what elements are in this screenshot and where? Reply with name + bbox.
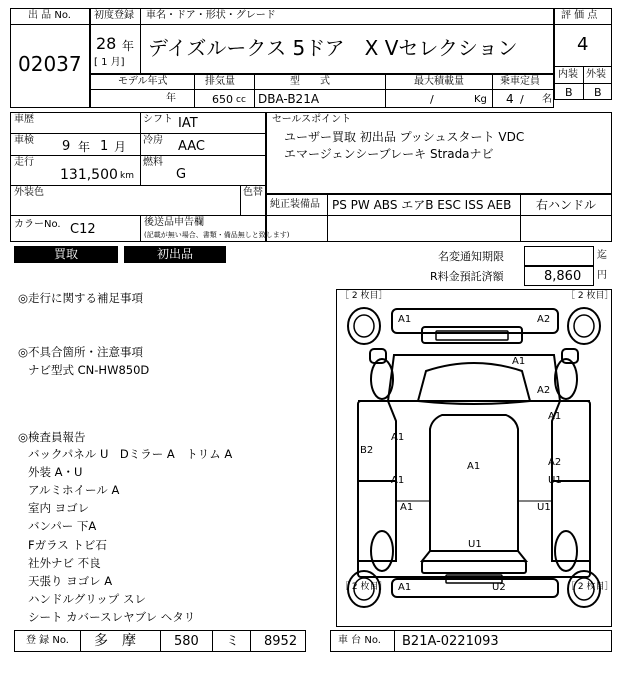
damage-mark: A2 (537, 385, 551, 396)
first-reg-label: 初度登録 (94, 10, 134, 21)
buyback-badge: 買取 (14, 246, 118, 263)
plate-area: 多 摩 (94, 633, 136, 649)
first-listing-badge: 初出品 (124, 246, 226, 263)
color-change-label: 色替 (243, 187, 263, 198)
interior-grade: B (565, 86, 573, 99)
sales-point-label: セールスポイント (272, 114, 352, 125)
eval-label: 評 価 点 (561, 10, 598, 21)
mileage-value: 131,500 (60, 167, 118, 183)
cooler-label: 冷房 (143, 135, 163, 146)
name-label: 車名・ドア・形状・グレード (146, 10, 276, 21)
mileage-label: 走行 (14, 157, 34, 168)
displacement-unit: cc (236, 95, 246, 105)
damage-mark: U1 (537, 502, 551, 513)
displacement-label: 排気量 (205, 76, 235, 87)
fuel-label: 燃料 (143, 157, 163, 168)
report-line: ハンドルグリップ スレ (28, 592, 146, 606)
exterior-label: 外装 (586, 69, 606, 80)
recycle-label: R料金預託済額 (430, 270, 504, 283)
model-year-unit: 年 (166, 93, 176, 104)
title-deadline-unit: 迄 (597, 250, 607, 261)
model-year-label: モデル年式 (118, 76, 168, 87)
inspection-year-unit: 年 (78, 140, 91, 154)
door-count-rear: ［ 2 枚目］ (340, 582, 388, 592)
sales-point-line-2: エマージェンシーブレーキ Stradaナビ (284, 147, 494, 161)
max-load-label: 最大積載量 (414, 76, 464, 87)
inspection-year: 9 (62, 139, 71, 154)
chassis-label: 車 台 No. (338, 635, 381, 646)
damage-mark: A1 (512, 356, 526, 367)
report-line: アルミホイール A (28, 483, 120, 497)
defects-line: ナビ型式 CN-HW850D (28, 363, 150, 377)
damage-mark: U1 (468, 539, 482, 550)
recycle-unit: 円 (597, 270, 607, 281)
exterior-grade: B (594, 86, 602, 99)
capacity-value: 4 (506, 92, 514, 106)
ext-color-label: 外装色 (14, 187, 44, 198)
damage-mark: A1 (400, 502, 414, 513)
handle-value: 右ハンドル (536, 198, 597, 212)
damage-mark: U2 (492, 582, 506, 593)
report-line: 天張り ヨゴレ A (28, 574, 113, 588)
inspection-month-unit: 月 (114, 140, 127, 154)
type-label: 型 式 (290, 76, 330, 87)
report-line: 室内 ヨゴレ (28, 501, 90, 515)
inspection-label: 車検 (14, 135, 34, 146)
damage-mark: A1 (391, 432, 405, 443)
history-label: 車歴 (14, 114, 34, 125)
car-name: デイズルークス 5ドア X Vセレクション (148, 36, 518, 60)
shift-value: IAT (178, 116, 198, 131)
damage-mark: A1 (391, 475, 405, 486)
equipment-label: 純正装備品 (270, 199, 320, 210)
driving-notes-heading: ◎走行に関する補足事項 (18, 291, 144, 305)
damage-mark: U1 (548, 475, 562, 486)
first-reg-month: [ 1 月] (94, 57, 125, 68)
plate-class: 580 (174, 634, 199, 649)
damage-mark: A2 (548, 457, 562, 468)
report-line: バックパネル U Dミラー A トリム A (28, 447, 233, 461)
damage-mark: A1 (398, 314, 412, 325)
eval-score: 4 (577, 34, 589, 55)
fuel-value: G (176, 167, 187, 182)
damage-mark: A1 (548, 411, 562, 422)
capacity-slash: / (520, 93, 524, 106)
first-reg-year: 28 (96, 34, 117, 53)
mileage-unit: km (120, 171, 134, 181)
door-count-rear-right: ［ 2 枚目］ (566, 582, 614, 592)
inspection-month: 1 (100, 139, 109, 154)
plate-kana: ミ (226, 634, 240, 649)
first-reg-year-unit: 年 (122, 39, 135, 53)
report-line: シート カバースレヤブレ ヘタリ (28, 610, 196, 624)
interior-label: 内装 (558, 69, 578, 80)
door-count-front-right: ［ 2 枚目］ (566, 291, 614, 301)
shift-label: シフト (143, 114, 173, 125)
plate-number: 8952 (264, 634, 298, 649)
damage-mark: A1 (467, 461, 481, 472)
capacity-unit: 名 (542, 94, 552, 105)
door-count-front: ［ 2 枚目］ (340, 291, 388, 301)
plate-label: 登 録 No. (26, 635, 69, 646)
title-deadline-label: 名変通知期限 (438, 250, 504, 263)
capacity-label: 乗車定員 (500, 76, 540, 87)
damage-mark: B2 (360, 445, 374, 456)
sales-point-line-1: ユーザー買取 初出品 プッシュスタート VDC (284, 130, 525, 144)
equipment-items: PS PW ABS エアB ESC ISS AEB (332, 198, 512, 212)
inspector-heading: ◎検査員報告 (18, 430, 86, 444)
damage-mark: A2 (537, 314, 551, 325)
recycle-amount: 8,860 (544, 269, 582, 284)
color-no-label: カラーNo. (14, 219, 61, 230)
chassis-number: B21A-0221093 (402, 634, 499, 649)
damage-mark: A1 (398, 582, 412, 593)
report-line: バンパー 下A (28, 519, 97, 533)
report-line: 社外ナビ 不良 (28, 556, 101, 570)
cooler-value: AAC (178, 139, 205, 154)
type-code: DBA-B21A (258, 92, 320, 106)
load-slash: / (430, 93, 434, 106)
docs-note: (記載が無い場合、書類・備品無しと致します) (144, 231, 290, 239)
lot-label: 出 品 No. (28, 10, 71, 21)
car-outline (336, 289, 612, 627)
report-line: 外装 A・U (28, 465, 83, 479)
title-deadline-field (524, 246, 594, 266)
docs-label: 後送品申告欄 (144, 217, 204, 228)
load-unit: Kg (474, 94, 487, 105)
defects-heading: ◎不具合箇所・注意事項 (18, 345, 144, 359)
color-no-value: C12 (70, 222, 96, 237)
lot-number: 02037 (18, 52, 82, 76)
displacement-value: 650 (212, 93, 233, 106)
report-line: Fガラス トビ石 (28, 538, 107, 552)
